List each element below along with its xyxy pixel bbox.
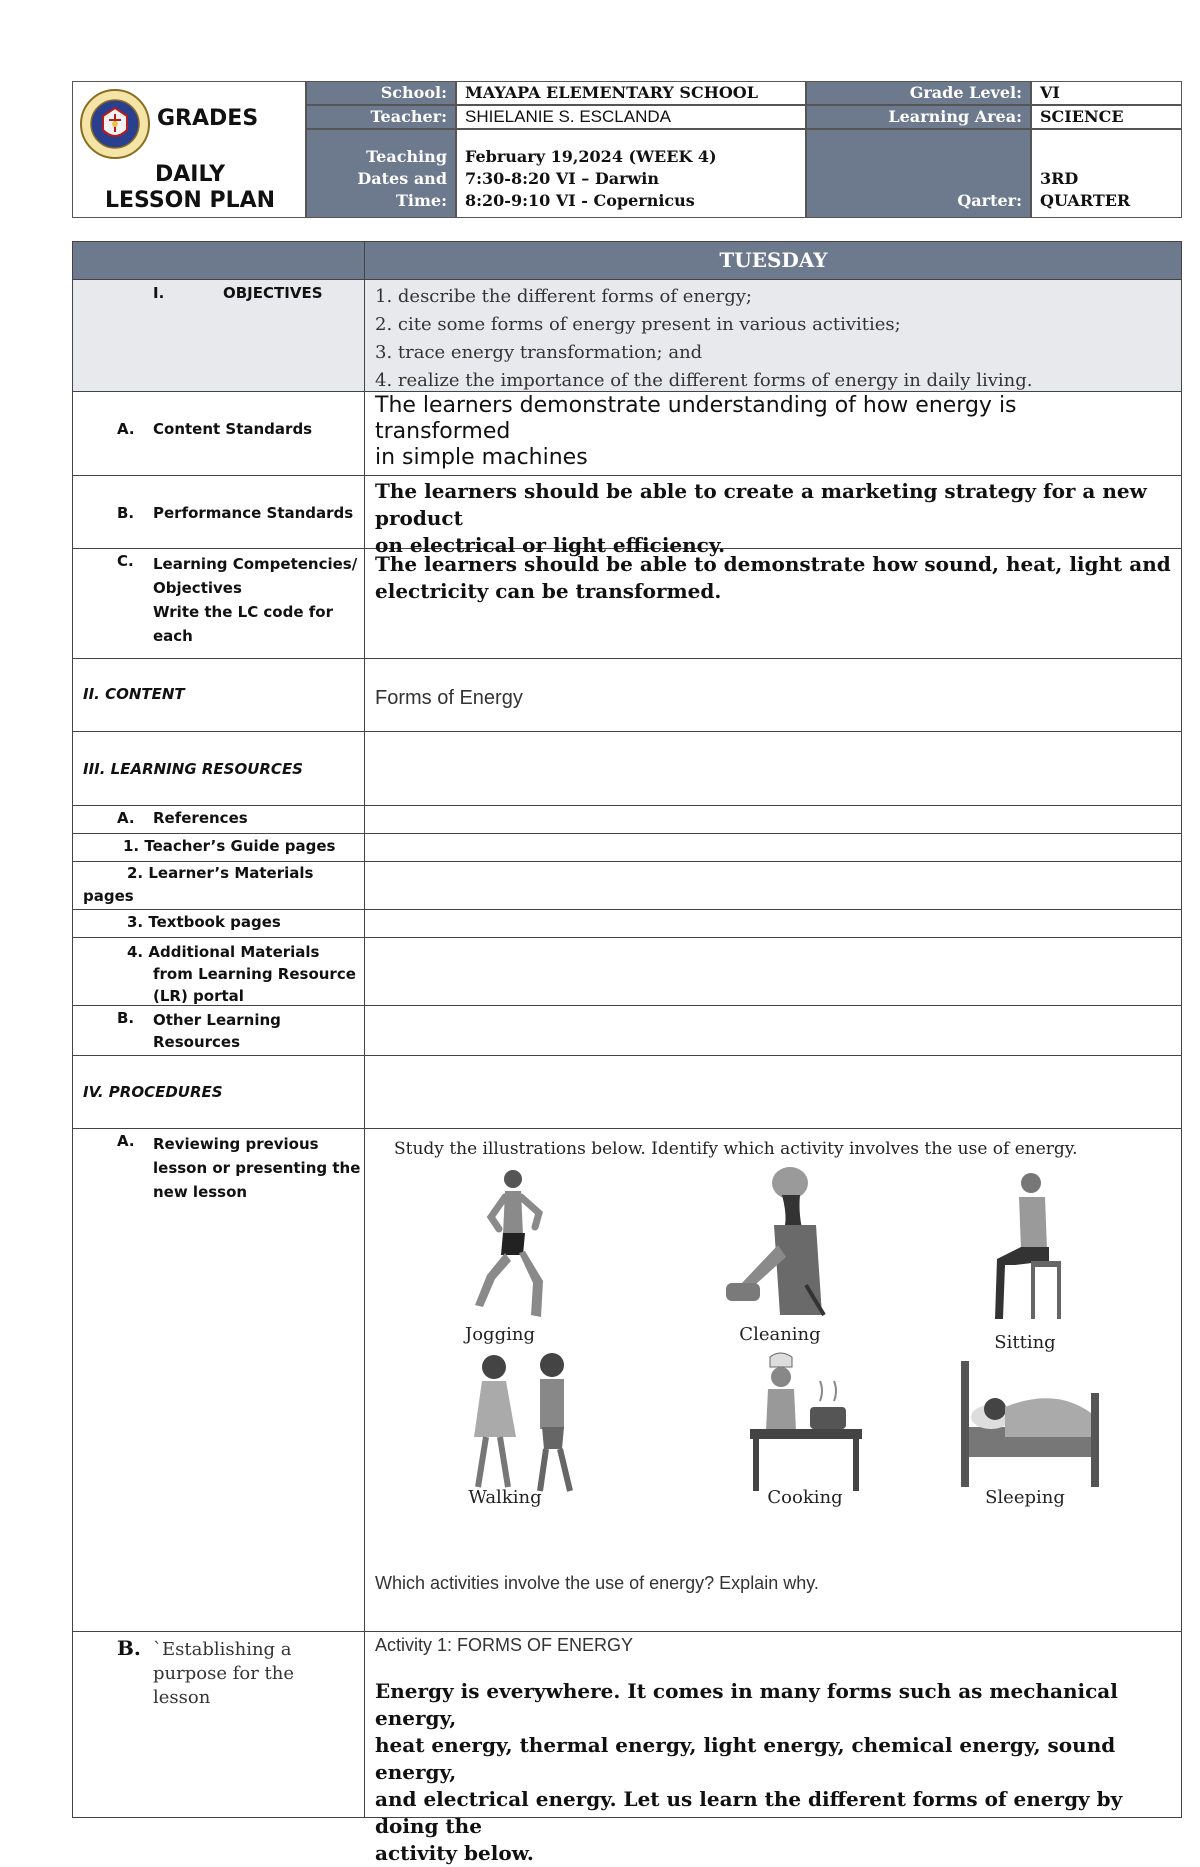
learning-competencies-label-line: Objectives: [153, 579, 242, 597]
textbook-pages-label: 3. Textbook pages: [127, 913, 281, 931]
dates-value-line: 7:30-8:20 VI – Darwin: [465, 169, 660, 188]
additional-materials-value: [365, 938, 1182, 1006]
references-num: A.: [117, 809, 135, 827]
purpose-label-cell: [72, 1632, 365, 1818]
review-label: [153, 1132, 360, 1204]
dates-label: [306, 129, 456, 218]
textbook-pages-label-cell: [72, 910, 365, 938]
dates-label-line: Time:: [396, 191, 447, 210]
purpose-label-line: purpose for the: [153, 1663, 294, 1684]
other-resources-label-line: Resources: [153, 1033, 241, 1051]
additional-materials-label: [127, 941, 356, 1007]
quarter-value-line: QUARTER: [1040, 191, 1131, 210]
objectives-label: OBJECTIVES: [223, 284, 323, 302]
sleeping-illustration: [955, 1357, 1105, 1492]
other-resources-num: B.: [117, 1009, 135, 1027]
jogging-illustration: [463, 1165, 553, 1325]
objective-item: 4. realize the importance of the different forms of energy in daily living.: [375, 370, 1033, 391]
school-label: School:: [306, 81, 456, 105]
quarter-value-line: 3RD: [1040, 169, 1079, 188]
performance-standards-value: [365, 476, 1182, 557]
teacher-label: Teacher:: [306, 105, 456, 129]
objective-item: 2. cite some forms of energy present in various activities;: [375, 314, 901, 335]
performance-standards-label-cell: [72, 476, 365, 549]
review-num: A.: [117, 1132, 135, 1150]
header-title-daily: DAILY: [155, 162, 225, 187]
activity-label-jogging: Jogging: [465, 1324, 535, 1345]
activity-label-cooking: Cooking: [767, 1487, 843, 1508]
learning-competencies-label-line: Write the LC code for: [153, 603, 333, 621]
dates-value-line: February 19,2024 (WEEK 4): [465, 147, 717, 166]
learning-competencies-label-line: Learning Competencies/: [153, 555, 358, 573]
references-value: [365, 806, 1182, 834]
performance-standards-label: Performance Standards: [153, 504, 354, 522]
cleaning-illustration: [720, 1165, 840, 1325]
learning-resources-label-cell: [72, 732, 365, 806]
dates-label-line: Teaching: [366, 147, 447, 166]
content-value: Forms of Energy: [365, 659, 1182, 732]
objective-item: 3. trace energy transformation; and: [375, 342, 703, 363]
additional-materials-label-line: from Learning Resource: [153, 965, 356, 983]
performance-standards-line: The learners should be able to create a marketing strategy for a new product: [375, 479, 1147, 530]
learning-competencies-num: C.: [117, 552, 134, 570]
additional-materials-label-cell: [72, 938, 365, 1006]
objectives-list: [365, 280, 1182, 392]
objective-item: 1. describe the different forms of energy;: [375, 286, 752, 307]
dates-value-line: 8:20-9:10 VI - Copernicus: [465, 191, 695, 210]
grade-level-label: Grade Level:: [806, 81, 1031, 105]
procedures-label-cell: [72, 1056, 365, 1129]
learning-competencies-value: [365, 549, 1182, 659]
activity-text-line: heat energy, thermal energy, light energy, chemical energy, sound energy,: [375, 1733, 1116, 1784]
review-label-line: new lesson: [153, 1183, 248, 1201]
cooking-illustration: [740, 1351, 870, 1501]
dates-value: [456, 129, 806, 218]
teachers-guide-value: [365, 834, 1182, 862]
teachers-guide-label: 1. Teacher’s Guide pages: [123, 837, 336, 855]
activity-text-line: Energy is everywhere. It comes in many forms such as mechanical energy,: [375, 1679, 1118, 1730]
performance-standards-num: B.: [117, 504, 135, 522]
content-standards-num: A.: [117, 420, 135, 438]
learning-competencies-label-line: each: [153, 627, 193, 645]
learning-resources-value: [365, 732, 1182, 806]
teachers-guide-label-cell: [72, 834, 365, 862]
activity-text-line: activity below.: [375, 1841, 534, 1865]
other-resources-label: [153, 1009, 281, 1053]
purpose-label-line: lesson: [153, 1687, 211, 1708]
header-title-lesson-plan: LESSON PLAN: [104, 188, 276, 213]
additional-materials-label-line: (LR) portal: [153, 987, 244, 1005]
purpose-label-line: `Establishing a: [153, 1639, 292, 1660]
content-standards-label: Content Standards: [153, 420, 313, 438]
quarter-label: Qarter:: [806, 129, 1031, 218]
review-question: Which activities involve the use of energy? Explain why.: [375, 1573, 819, 1593]
sitting-illustration: [975, 1169, 1075, 1329]
review-content: [365, 1129, 1182, 1632]
grade-level-value: VI: [1031, 81, 1182, 105]
references-label-cell: [72, 806, 365, 834]
learning-competencies-line: electricity can be transformed.: [375, 579, 722, 603]
activity-label-sleeping: Sleeping: [985, 1487, 1065, 1508]
activity-label-walking: Walking: [468, 1487, 542, 1508]
activity-text: [375, 1678, 1181, 1867]
main-table-header-blank: [72, 241, 365, 280]
purpose-content: [365, 1632, 1182, 1865]
learners-materials-label-cell: [72, 862, 365, 910]
activity-text-line: and electrical energy. Let us learn the different forms of energy by doing the: [375, 1787, 1123, 1838]
learning-competencies-label-cell: [72, 549, 365, 659]
review-label-line: Reviewing previous: [153, 1135, 319, 1153]
walking-illustration: [460, 1351, 590, 1501]
purpose-num: B.: [117, 1636, 141, 1660]
quarter-value: [1031, 129, 1182, 218]
content-standards-label-cell: [72, 392, 365, 476]
other-resources-label-cell: [72, 1006, 365, 1056]
procedures-value: [365, 1056, 1182, 1129]
learning-area-label: Learning Area:: [806, 105, 1031, 129]
content-standards-line: transformed: [375, 419, 511, 444]
day-heading: TUESDAY: [719, 248, 828, 272]
deped-seal-icon: [79, 88, 151, 160]
activity-label-cleaning: Cleaning: [739, 1324, 821, 1345]
objectives-num: I.: [153, 284, 165, 302]
school-value: MAYAPA ELEMENTARY SCHOOL: [456, 81, 806, 105]
procedures-label: IV. PROCEDURES: [83, 1083, 223, 1101]
learners-materials-value: [365, 862, 1182, 910]
learning-area-value: SCIENCE: [1031, 105, 1182, 129]
other-resources-label-line: Other Learning: [153, 1011, 281, 1029]
objectives-label-cell: [72, 280, 365, 392]
activity-label-sitting: Sitting: [994, 1332, 1056, 1353]
review-label-line: lesson or presenting the: [153, 1159, 361, 1177]
study-instruction: Study the illustrations below. Identify which activity involves the use of energy.: [394, 1139, 1078, 1159]
references-label: References: [153, 809, 248, 827]
content-standards-line: The learners demonstrate understanding of how energy is: [375, 393, 1017, 418]
content-label: II. CONTENT: [83, 685, 185, 703]
textbook-pages-value: [365, 910, 1182, 938]
learners-materials-label-2: pages: [83, 887, 134, 905]
content-standards-line: in simple machines: [375, 445, 588, 470]
learning-resources-label: III. LEARNING RESOURCES: [83, 760, 303, 778]
header-title-grades: GRADES: [157, 106, 259, 131]
additional-materials-label-line: 4. Additional Materials: [127, 943, 320, 961]
content-standards-value: [365, 392, 1182, 476]
performance-standards-line: on electrical or light efficiency.: [375, 533, 726, 557]
purpose-label: [153, 1638, 294, 1710]
header-logo-block: [72, 81, 306, 218]
learning-competencies-line: The learners should be able to demonstrate how sound, heat, light and: [375, 552, 1171, 576]
content-label-cell: [72, 659, 365, 732]
dates-label-line: Dates and: [357, 169, 447, 188]
learners-materials-label: 2. Learner’s Materials: [127, 864, 314, 882]
activity-title: Activity 1: FORMS OF ENERGY: [375, 1635, 634, 1655]
teacher-value: SHIELANIE S. ESCLANDA: [456, 105, 806, 129]
learning-competencies-label: [153, 552, 357, 648]
other-resources-value: [365, 1006, 1182, 1056]
review-label-cell: [72, 1129, 365, 1632]
